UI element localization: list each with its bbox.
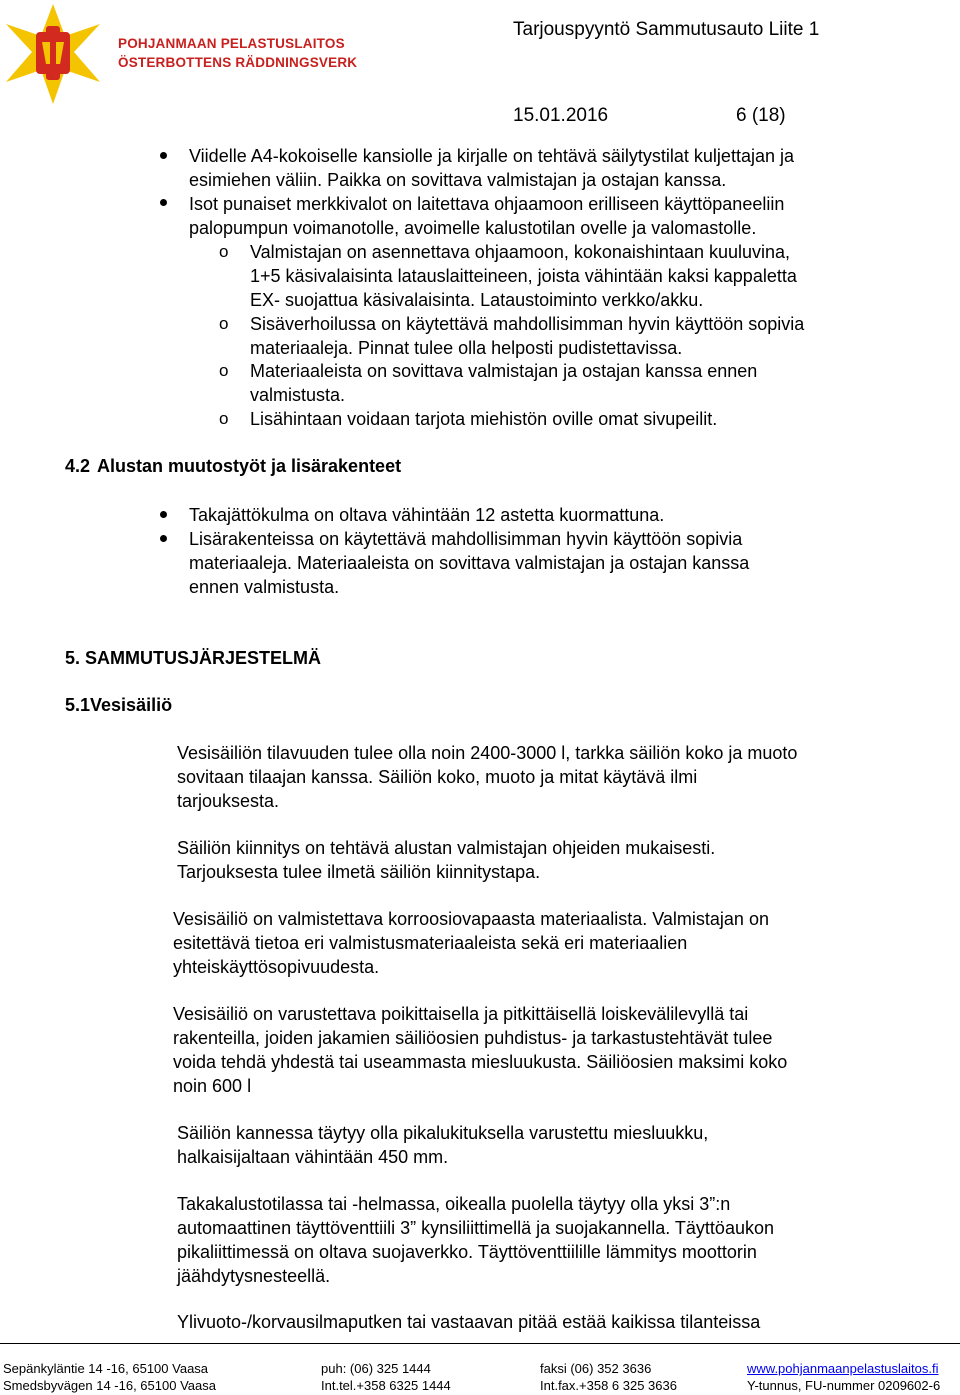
sub-list-item-line: Materiaaleista on sovittava valmistajan ja ostajan kanssa ennen <box>250 361 758 381</box>
emblem-icon <box>2 2 104 106</box>
list-item-line: Viidelle A4-kokoiselle kansiolle ja kirjalle on tehtävä säilytystilat kuljettajan ja <box>189 146 794 166</box>
paragraph-line: tarjouksesta. <box>177 791 280 811</box>
bullet-icon <box>160 511 167 518</box>
footer-int-fax: Int.fax.+358 6 325 3636 <box>540 1378 677 1393</box>
bullet-icon <box>160 152 167 159</box>
section-heading: 5.1Vesisäiliö <box>65 695 173 715</box>
paragraph-line: automaattinen täyttöventtiili 3” kynsiliittimellä ja suojakannella. Täyttöaukon <box>177 1218 774 1238</box>
footer-address-sv: Smedsbyvägen 14 -16, 65100 Vaasa <box>3 1378 216 1393</box>
paragraph-line: yhteiskäyttösopivuudesta. <box>173 957 380 977</box>
sub-bullet-marker: o <box>219 314 229 333</box>
paragraph-line: Säiliön kiinnitys on tehtävä alustan valmistajan ohjeiden mukaisesti. <box>177 838 716 858</box>
list-item-line: esimiehen väliin. Paikka on sovittava valmistajan ja ostajan kanssa. <box>189 170 727 190</box>
paragraph-line: halkaisijaltaan vähintään 450 mm. <box>177 1147 449 1167</box>
paragraph-line: jäähdytysnesteellä. <box>177 1266 331 1286</box>
document-date: 15.01.2016 <box>513 105 609 126</box>
paragraph-line: Vesisäiliön tilavuuden tulee olla noin 2400-3000 l, tarkka säiliön koko ja muoto <box>177 743 798 763</box>
footer-phone: puh: (06) 325 1444 <box>321 1361 431 1376</box>
paragraph-line: Ylivuoto-/korvausilmaputken tai vastaavan pitää estää kaikissa tilanteissa <box>177 1312 761 1332</box>
sub-list-item-line: 1+5 käsivalaisinta latauslaitteineen, joista vähintään kaksi kappaletta <box>250 266 797 286</box>
paragraph-line: sovitaan tilaajan kanssa. Säiliön koko, muoto ja mitat käytävä ilmi <box>177 767 698 787</box>
paragraph-line: Takakalustotilassa tai -helmassa, oikealla puolella täytyy olla yksi 3”:n <box>177 1194 731 1214</box>
organization-logo <box>2 2 104 106</box>
sub-list-item-line: Valmistajan on asennettava ohjaamoon, kokonaishintaan kuuluvina, <box>250 242 791 262</box>
paragraph-line: Vesisäiliö on varustettava poikittaisella ja pitkittäisellä loiskevälilevyllä tai <box>173 1004 749 1024</box>
org-name-sv: ÖSTERBOTTENS RÄDDNINGSVERK <box>118 55 358 70</box>
paragraph-line: Vesisäiliö on valmistettava korroosiovapaasta materiaalista. Valmistajan on <box>173 909 769 929</box>
paragraph-line: pikaliittimessä on oltava suojaverkko. Täyttöventtiilille lämmitys moottorin <box>177 1242 757 1262</box>
list-item-line: Isot punaiset merkkivalot on laitettava ohjaamoon erilliseen käyttöpaneeliin <box>189 194 785 214</box>
sub-list-item-line: Lisähintaan voidaan tarjota miehistön oville omat sivupeilit. <box>250 409 718 429</box>
paragraph-line: Säiliön kannessa täytyy olla pikalukituksella varustettu miesluukku, <box>177 1123 709 1143</box>
list-item-line: palopumpun voimanotolle, avoimelle kalustotilan ovelle ja valomastolle. <box>189 218 757 238</box>
sub-list-item-line: materiaaleja. Pinnat tulee olla helposti pudistettavissa. <box>250 338 683 358</box>
sub-list-item-line: EX- suojattua käsivalaisinta. Lataustoiminto verkko/akku. <box>250 290 704 310</box>
paragraph-line: esitettävä tietoa eri valmistusmateriaaleista sekä eri materiaalien <box>173 933 688 953</box>
footer-int-phone: Int.tel.+358 6325 1444 <box>321 1378 451 1393</box>
footer-website-link[interactable]: www.pohjanmaanpelastuslaitos.fi <box>747 1361 939 1376</box>
footer-fax: faksi (06) 352 3636 <box>540 1361 652 1376</box>
sub-bullet-marker: o <box>219 242 229 261</box>
paragraph-line: noin 600 l <box>173 1076 252 1096</box>
paragraph-line: Tarjouksesta tulee ilmetä säiliön kiinnitystapa. <box>177 862 541 882</box>
paragraph-line: voida tehdä yhdestä tai useammasta miesluukusta. Säiliöosien maksimi koko <box>173 1052 788 1072</box>
list-item-line: Takajättökulma on oltava vähintään 12 astetta kuormattuna. <box>189 505 665 525</box>
sub-bullet-marker: o <box>219 409 229 428</box>
footer-address-fi: Sepänkyläntie 14 -16, 65100 Vaasa <box>3 1361 209 1376</box>
paragraph-line: rakenteilla, joiden jakamien säiliöosien puhdistus- ja tarkastustehtävät tulee <box>173 1028 773 1048</box>
footer-divider <box>0 1343 960 1344</box>
sub-list-item-line: Sisäverhoilussa on käytettävä mahdollisimman hyvin käyttöön sopivia <box>250 314 805 334</box>
chapter-heading: 5. SAMMUTUSJÄRJESTELMÄ <box>65 648 322 668</box>
section-number: 4.2 <box>65 456 91 476</box>
bullet-icon <box>160 199 167 206</box>
sub-list-item-line: valmistusta. <box>250 385 346 405</box>
document-title: Tarjouspyyntö Sammutusauto Liite 1 <box>513 19 820 40</box>
org-name-fi: POHJANMAAN PELASTUSLAITOS <box>118 36 345 51</box>
list-item-line: Lisärakenteissa on käytettävä mahdollisimman hyvin käyttöön sopivia <box>189 529 743 549</box>
list-item-line: materiaaleja. Materiaaleista on sovittava valmistajan ja ostajan kanssa <box>189 553 750 573</box>
bullet-icon <box>160 535 167 542</box>
sub-bullet-marker: o <box>219 361 229 380</box>
footer-business-id: Y-tunnus, FU-nummer 0209602-6 <box>747 1378 941 1393</box>
section-title: Alustan muutostyöt ja lisärakenteet <box>97 456 402 476</box>
list-item-line: ennen valmistusta. <box>189 577 340 597</box>
page-number: 6 (18) <box>736 105 786 126</box>
